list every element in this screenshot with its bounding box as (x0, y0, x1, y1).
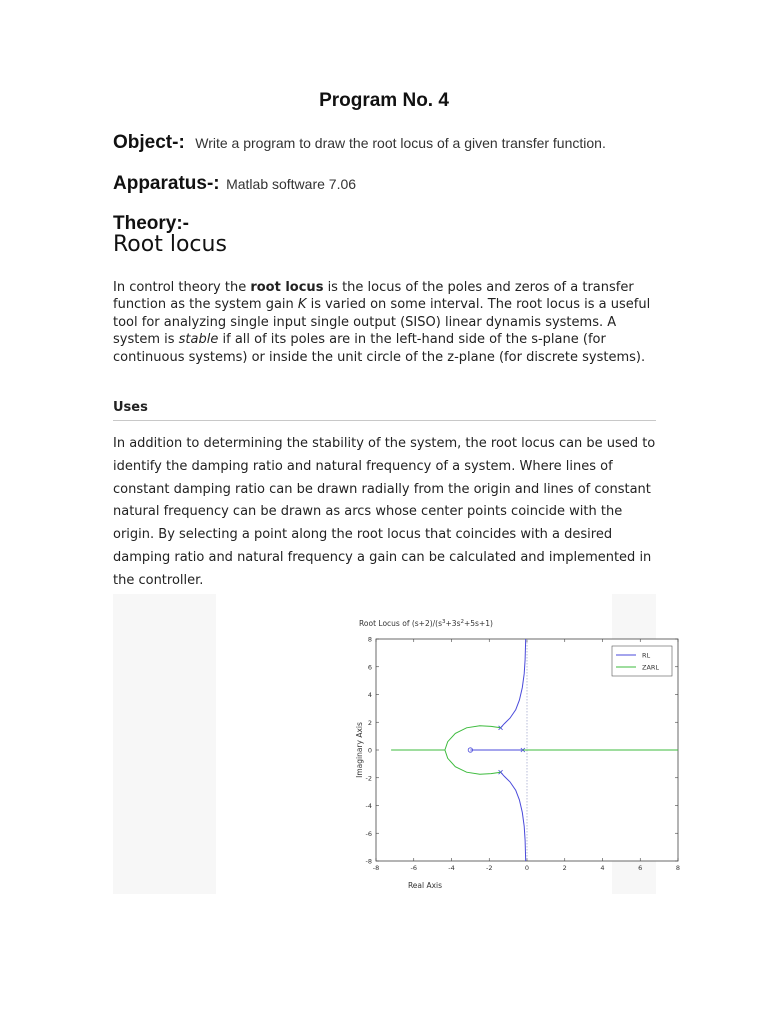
x-axis-label: Real Axis (407, 881, 443, 890)
figure-canvas (216, 594, 681, 894)
y-axis-label: Imaginary Axis (355, 722, 364, 778)
x-tick-label: -2 (486, 864, 493, 872)
uses-paragraph: In addition to determining the stability of the system, the root locus can be used to identify the damping ratio and natural frequency of a system. Where lines of constant damping ratio can be drawn radially from the origin and lines of constant natural frequency can be drawn as arcs whose center points coincide with the origin. By selecting a point along the root locus that coincides with a desired damping ratio and natural frequency a gain can be calculated and implemented in the controller. (113, 436, 656, 588)
apparatus-text: Matlab software 7.06 (226, 176, 357, 192)
legend-box (612, 646, 672, 676)
uses-heading: Uses (113, 400, 656, 421)
legend-label-rl: RL (642, 651, 651, 660)
figure-container (113, 594, 681, 894)
y-tick-label: 0 (367, 746, 372, 755)
x-tick-label: -4 (448, 864, 455, 872)
y-tick-label: 2 (367, 718, 372, 727)
object-row (113, 132, 606, 154)
x-tick-label: -6 (410, 864, 417, 872)
chart-title: Root Locus of $(s+2)/(s^3+3s^2+5s+1)$ (359, 619, 493, 628)
x-tick-label: -8 (372, 864, 380, 872)
legend-label-zarl: ZARL (642, 663, 660, 672)
apparatus-label: Apparatus-: (113, 173, 220, 194)
root-locus-chart (216, 594, 681, 894)
program-title: Program No. 4 (319, 90, 449, 111)
y-tick-label: 4 (367, 691, 372, 699)
bold-term: root locus (250, 280, 324, 295)
italic-k: K (297, 297, 307, 313)
object-label: Object-: (113, 132, 185, 153)
x-tick-label: 8 (675, 864, 681, 872)
y-tick-label: 6 (367, 663, 372, 672)
theory-label: Theory:- (113, 213, 189, 234)
x-tick-label: 4 (600, 864, 605, 872)
x-tick-label: 0 (524, 864, 530, 872)
intro-paragraph: In control theory the root locus is the locus of the poles and zeros of a transfer function as the system gain K is varied on some interval. The root locus is a useful tool for analyzing single input single output (SISO) linear dynamis systems. A system is stable if all of its poles are in the left-hand side of the s-plane (for continuous systems) or inside the unit circle of the z-plane (for discrete systems). (113, 280, 651, 365)
x-tick-label: 2 (562, 864, 567, 872)
y-tick-label: -8 (365, 857, 372, 866)
italic-stable: stable (178, 332, 219, 348)
y-tick-label: -4 (365, 802, 372, 810)
y-tick-label: -2 (365, 774, 372, 783)
y-tick-label: -6 (365, 829, 372, 838)
x-tick-label: 6 (638, 864, 643, 872)
section-heading-root-locus: Root locus (113, 232, 227, 257)
apparatus-row (113, 173, 356, 195)
y-tick-label: 8 (367, 635, 372, 644)
object-text: Write a program to draw the root locus of a given transfer function. (195, 135, 606, 151)
